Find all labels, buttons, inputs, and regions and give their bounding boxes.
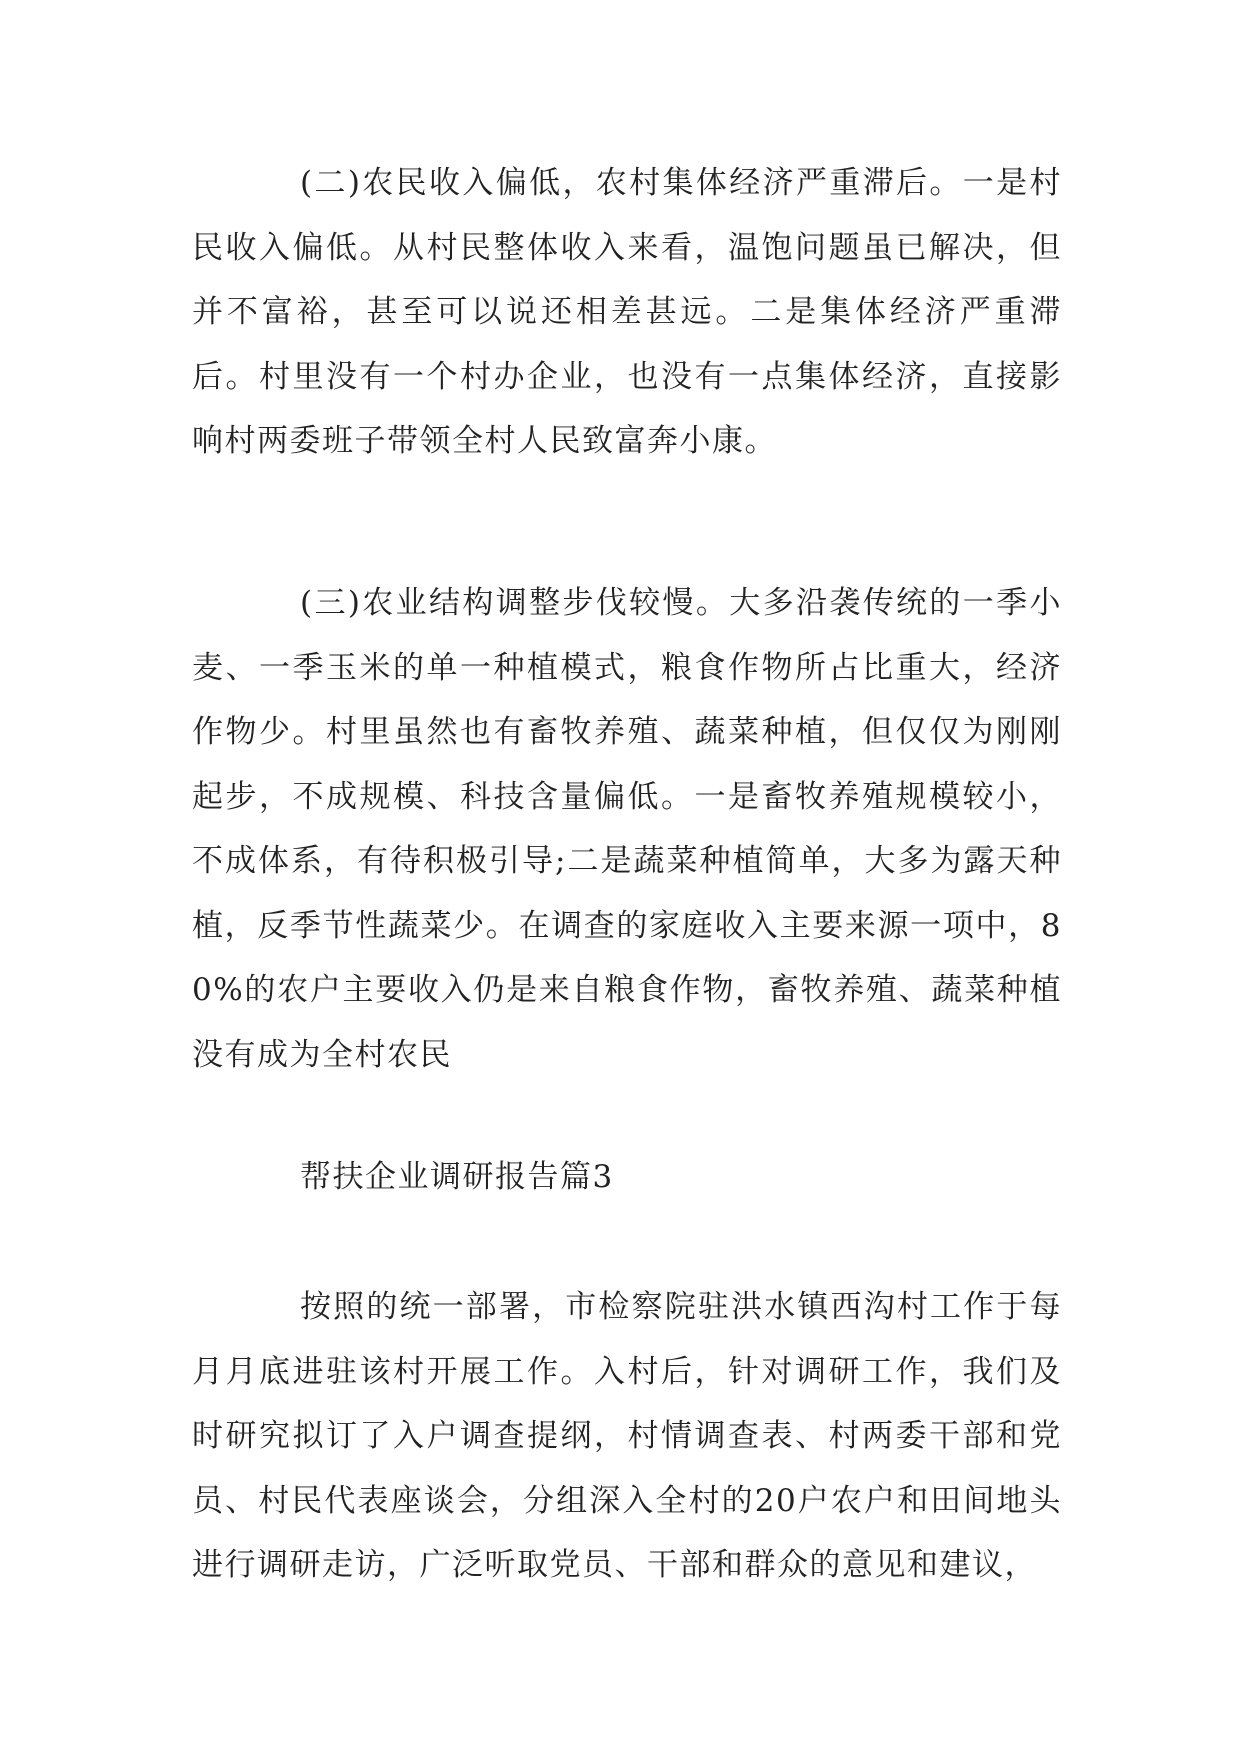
paragraph-agricultural-structure: (三)农业结构调整步伐较慢。大多沿袭传统的一季小麦、一季玉米的单一种植模式，粮食作物所占比重大，经济作物少。村里虽然也有畜牧养殖、蔬菜种植，但仅仅为刚刚起步，不成规模、科技含量偏低。一是畜牧养殖规模较小，不成体系，有待积极引导;二是蔬菜种植简单，大多为露天种植，反季节性蔬菜少。在调查的家庭收入主要来源一项中，80%的农户主要收入仍是来自粮食作物，畜牧养殖、蔬菜种植没有成为全村农民	[192, 585, 1062, 1073]
paragraph-farmer-income: (二)农民收入偏低，农村集体经济严重滞后。一是村民收入偏低。从村民整体收入来看，温饱问题虽已解决，但并不富裕，甚至可以说还相差甚远。二是集体经济严重滞后。村里没有一个村办企业，也没有一点集体经济，直接影响村两委班子带领全村人民致富奔小康。	[192, 165, 1062, 459]
paragraph-village-survey: 按照的统一部署，市检察院驻洪水镇西沟村工作于每月月底进驻该村开展工作。入村后，针对调研工作，我们及时研究拟订了入户调查提纲，村情调查表、村两委干部和党员、村民代表座谈会，分组深入全村的20户农户和田间地头进行调研走访，广泛听取党员、干部和群众的意见和建议，	[192, 1289, 1062, 1583]
section-heading: 帮扶企业调研报告篇3	[300, 1159, 614, 1195]
